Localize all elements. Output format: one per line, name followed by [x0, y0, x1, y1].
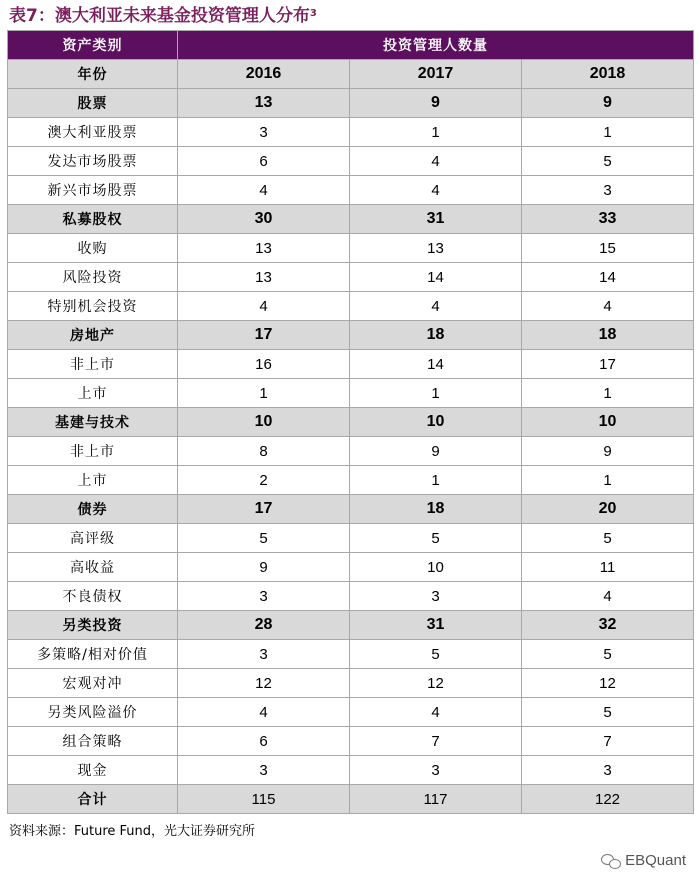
header-row	[8, 31, 694, 60]
title-number: 7	[26, 6, 38, 26]
table-row	[8, 582, 694, 611]
title-text: 澳大利亚未来基金投资管理人分布	[54, 6, 310, 26]
row-value: 9	[350, 89, 522, 118]
table-row	[8, 263, 694, 292]
table-row	[8, 466, 694, 495]
row-label: 不良债权	[8, 582, 178, 611]
managers-header: 投资管理人数量	[178, 31, 694, 60]
watermark	[601, 852, 686, 869]
row-value: 4	[350, 698, 522, 727]
row-label: 现金	[8, 756, 178, 785]
row-value: 1	[350, 379, 522, 408]
row-value: 2	[178, 466, 350, 495]
group-row	[8, 89, 694, 118]
row-value: 5	[178, 524, 350, 553]
year-row	[8, 60, 694, 89]
title-prefix: 表	[9, 6, 26, 26]
row-label: 房地产	[8, 321, 178, 350]
table-row	[8, 640, 694, 669]
row-value: 5	[522, 524, 694, 553]
row-value: 31	[350, 205, 522, 234]
row-value: 18	[350, 321, 522, 350]
table-row	[8, 147, 694, 176]
table-row	[8, 698, 694, 727]
row-value: 1	[522, 118, 694, 147]
row-label: 高评级	[8, 524, 178, 553]
row-value: 3	[350, 582, 522, 611]
total-row	[8, 785, 694, 814]
row-value: 28	[178, 611, 350, 640]
title-footnote: 3	[309, 8, 317, 19]
row-value: 4	[522, 582, 694, 611]
row-label: 非上市	[8, 350, 178, 379]
row-value: 5	[350, 640, 522, 669]
row-value: 6	[178, 147, 350, 176]
row-label: 非上市	[8, 437, 178, 466]
row-label: 上市	[8, 379, 178, 408]
row-value: 4	[522, 292, 694, 321]
row-value: 1	[522, 379, 694, 408]
title-colon: ：	[37, 6, 55, 26]
row-value: 9	[178, 553, 350, 582]
group-row	[8, 495, 694, 524]
group-row	[8, 611, 694, 640]
row-value: 10	[350, 553, 522, 582]
row-label: 风险投资	[8, 263, 178, 292]
row-value: 3	[178, 118, 350, 147]
row-value: 8	[178, 437, 350, 466]
year-2018: 2018	[522, 60, 694, 89]
row-value: 33	[522, 205, 694, 234]
row-value: 5	[522, 147, 694, 176]
row-value: 18	[522, 321, 694, 350]
row-value: 1	[350, 466, 522, 495]
row-value: 10	[522, 408, 694, 437]
row-label: 上市	[8, 466, 178, 495]
row-value: 14	[350, 350, 522, 379]
row-value: 4	[178, 292, 350, 321]
row-value: 4	[178, 176, 350, 205]
row-label: 合计	[8, 785, 178, 814]
row-value: 17	[178, 495, 350, 524]
row-value: 3	[350, 756, 522, 785]
row-value: 10	[350, 408, 522, 437]
row-value: 4	[350, 176, 522, 205]
row-value: 12	[178, 669, 350, 698]
table-row	[8, 292, 694, 321]
row-value: 3	[178, 756, 350, 785]
row-value: 9	[522, 437, 694, 466]
row-value: 1	[178, 379, 350, 408]
year-label: 年份	[8, 60, 178, 89]
row-label: 另类投资	[8, 611, 178, 640]
table-row	[8, 350, 694, 379]
manager-distribution-table	[7, 30, 694, 814]
row-value: 5	[522, 698, 694, 727]
table-row	[8, 756, 694, 785]
row-label: 发达市场股票	[8, 147, 178, 176]
row-value: 3	[522, 176, 694, 205]
year-2016: 2016	[178, 60, 350, 89]
row-value: 115	[178, 785, 350, 814]
row-value: 3	[178, 582, 350, 611]
row-value: 13	[178, 234, 350, 263]
row-value: 13	[350, 234, 522, 263]
row-label: 组合策略	[8, 727, 178, 756]
row-value: 7	[350, 727, 522, 756]
table-row	[8, 437, 694, 466]
row-value: 1	[522, 466, 694, 495]
row-value: 13	[178, 89, 350, 118]
table-row	[8, 553, 694, 582]
row-value: 13	[178, 263, 350, 292]
row-value: 3	[522, 756, 694, 785]
row-label: 基建与技术	[8, 408, 178, 437]
row-value: 32	[522, 611, 694, 640]
table-row	[8, 234, 694, 263]
row-value: 31	[350, 611, 522, 640]
row-value: 9	[350, 437, 522, 466]
table-body	[8, 31, 694, 814]
source-note: 资料来源：Future Fund，光大证券研究所	[9, 824, 256, 839]
group-row	[8, 205, 694, 234]
row-label: 新兴市场股票	[8, 176, 178, 205]
row-value: 11	[522, 553, 694, 582]
row-value: 4	[350, 292, 522, 321]
group-row	[8, 321, 694, 350]
category-header: 资产类别	[8, 31, 178, 60]
row-value: 12	[522, 669, 694, 698]
row-value: 16	[178, 350, 350, 379]
row-label: 股票	[8, 89, 178, 118]
row-value: 5	[350, 524, 522, 553]
row-value: 3	[178, 640, 350, 669]
group-row	[8, 408, 694, 437]
row-value: 18	[350, 495, 522, 524]
row-value: 14	[522, 263, 694, 292]
table-row	[8, 727, 694, 756]
row-value: 15	[522, 234, 694, 263]
table-row	[8, 379, 694, 408]
watermark-text: EBQuant	[625, 852, 686, 869]
row-value: 122	[522, 785, 694, 814]
row-value: 9	[522, 89, 694, 118]
row-label: 澳大利亚股票	[8, 118, 178, 147]
row-value: 5	[522, 640, 694, 669]
row-value: 6	[178, 727, 350, 756]
row-value: 30	[178, 205, 350, 234]
row-label: 多策略/相对价值	[8, 640, 178, 669]
row-value: 17	[522, 350, 694, 379]
row-label: 特别机会投资	[8, 292, 178, 321]
table-row	[8, 524, 694, 553]
row-value: 12	[350, 669, 522, 698]
wechat-icon	[601, 853, 621, 869]
table-row	[8, 176, 694, 205]
table-row	[8, 118, 694, 147]
row-label: 高收益	[8, 553, 178, 582]
row-value: 17	[178, 321, 350, 350]
row-value: 4	[350, 147, 522, 176]
row-value: 14	[350, 263, 522, 292]
table-title	[9, 4, 317, 28]
row-label: 收购	[8, 234, 178, 263]
row-value: 1	[350, 118, 522, 147]
table-row	[8, 669, 694, 698]
row-label: 私募股权	[8, 205, 178, 234]
row-value: 117	[350, 785, 522, 814]
row-label: 另类风险溢价	[8, 698, 178, 727]
year-2017: 2017	[350, 60, 522, 89]
row-value: 4	[178, 698, 350, 727]
row-value: 20	[522, 495, 694, 524]
row-value: 7	[522, 727, 694, 756]
row-value: 10	[178, 408, 350, 437]
row-label: 债券	[8, 495, 178, 524]
row-label: 宏观对冲	[8, 669, 178, 698]
